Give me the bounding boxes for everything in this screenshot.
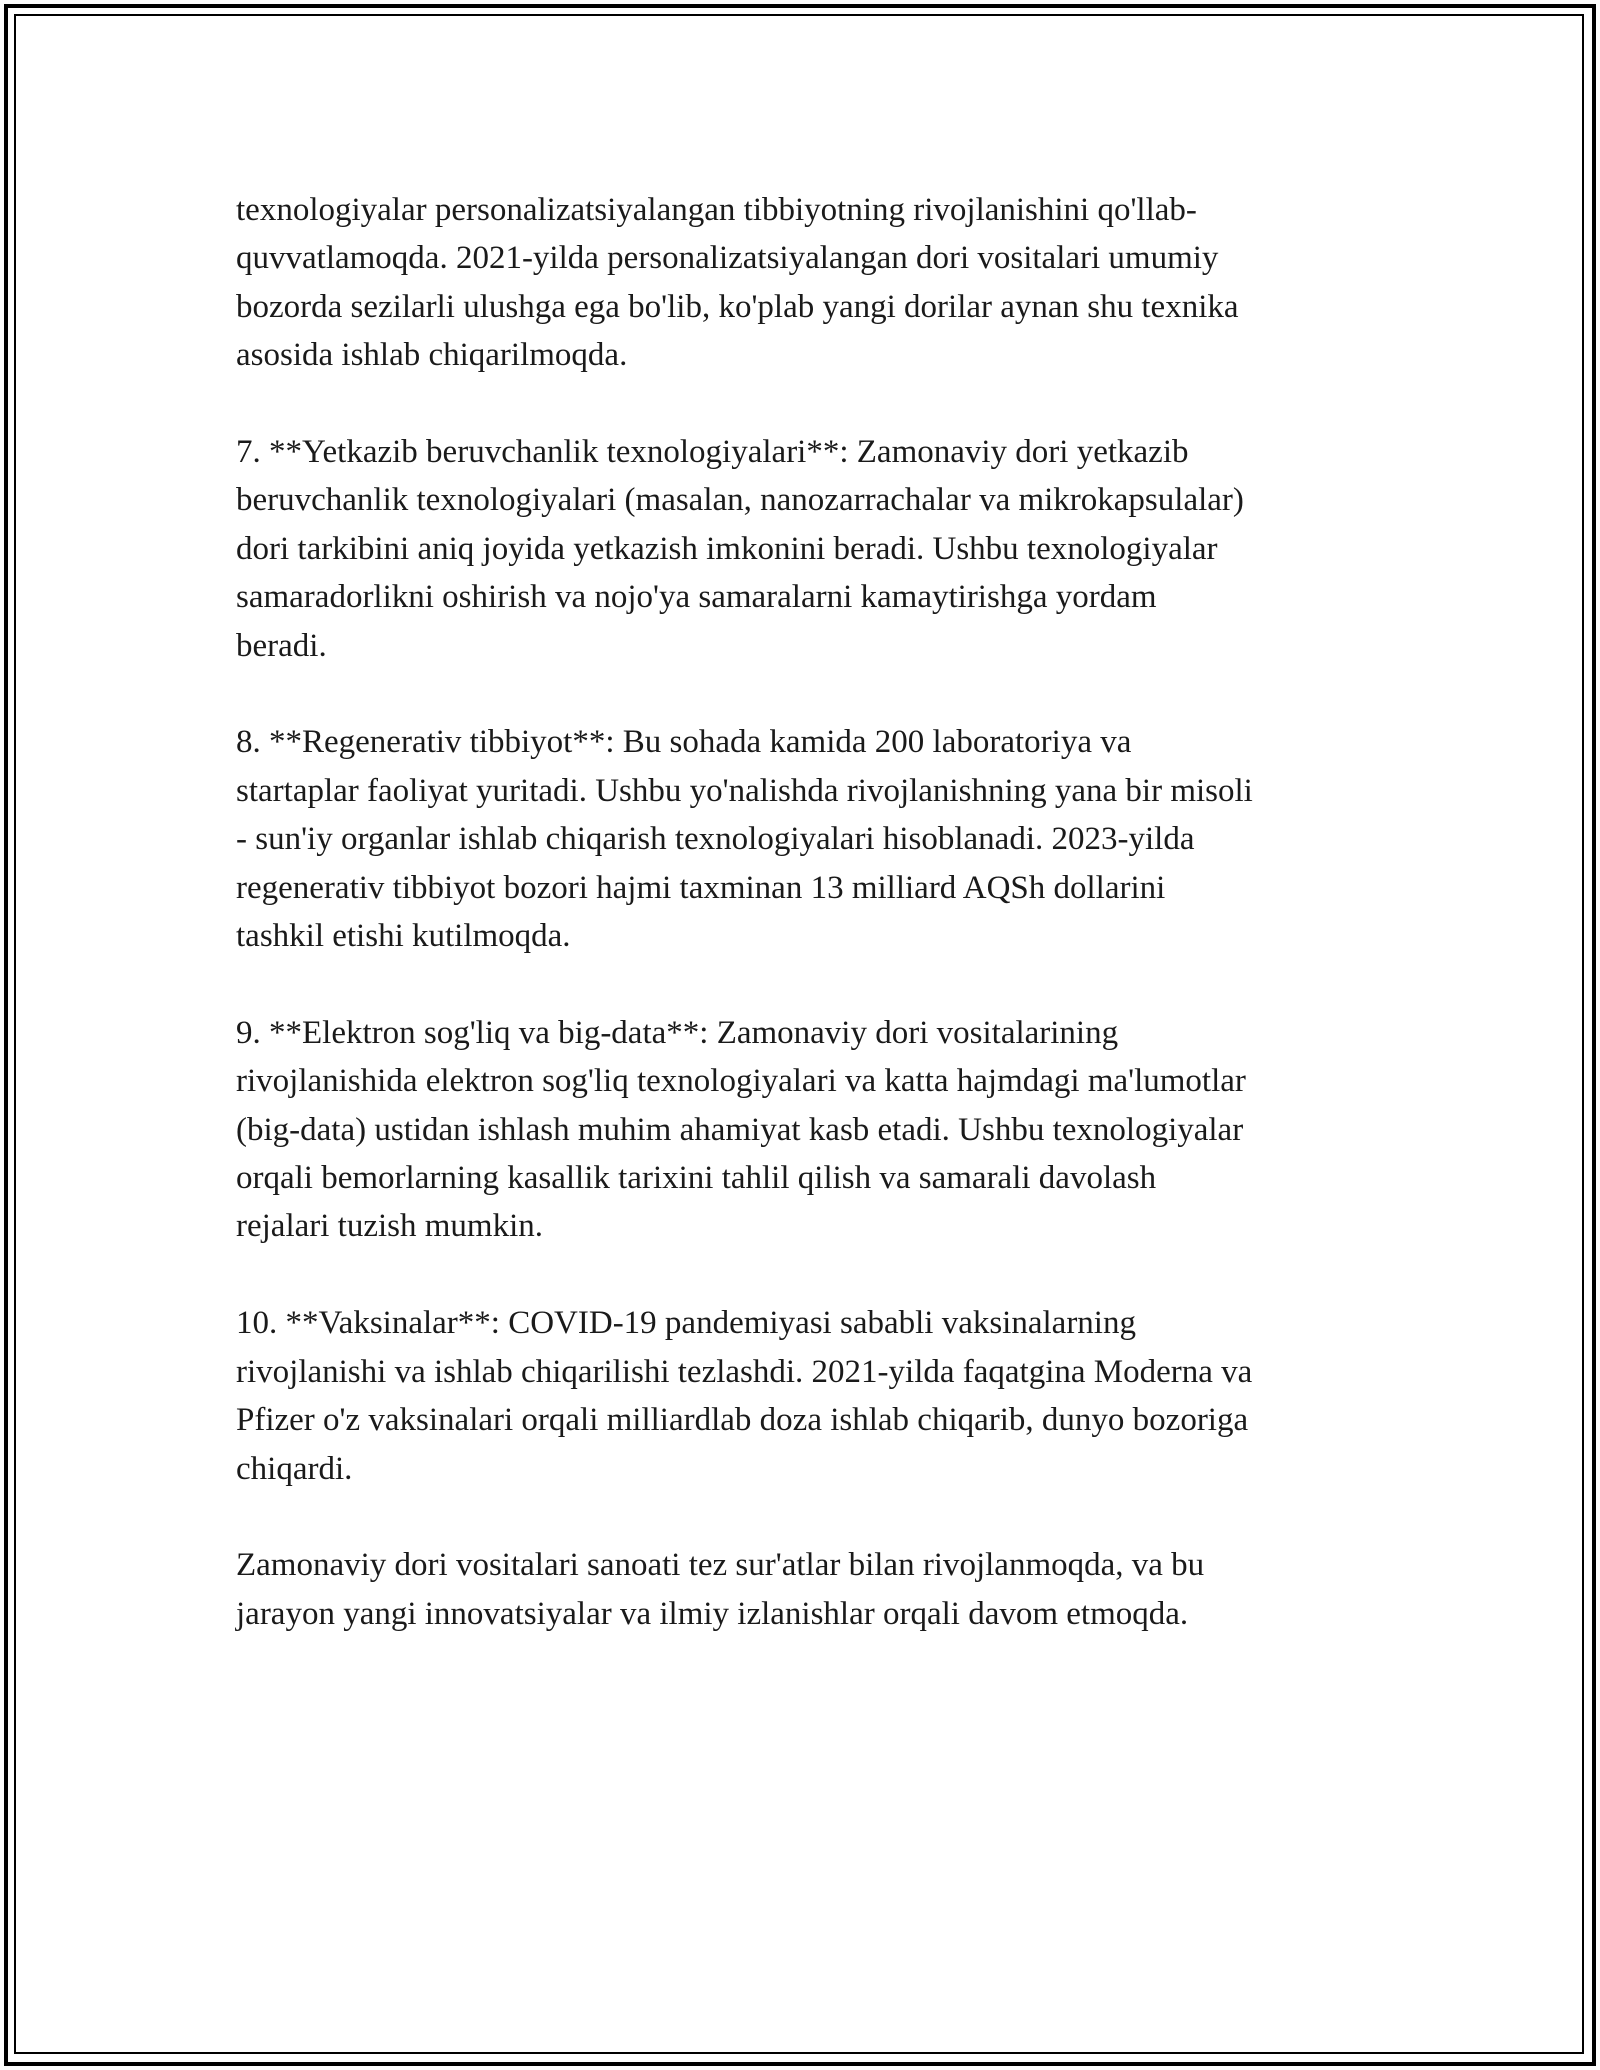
text-line: texnologiyalar personalizatsiyalangan tibbiyotning rivojlanishini qo'llab- xyxy=(236,192,1197,228)
text-line: orqali bemorlarning kasallik tarixini tahlil qilish va samarali davolash xyxy=(236,1160,1157,1197)
text-line: jarayon yangi innovatsiyalar va ilmiy izlanishlar orqali davom etmoqda. xyxy=(236,1595,1189,1632)
text-line: samaradorlikni oshirish va nojo'ya samaralarni kamaytirishga yordam xyxy=(236,579,1157,616)
text-line: rivojlanishida elektron sog'liq texnologiyalari va katta hajmdagi ma'lumotlar xyxy=(236,1063,1246,1100)
text-line: 10. **Vaksinalar**: COVID-19 pandemiyasi sababli vaksinalarning xyxy=(236,1305,1136,1342)
text-line: 7. **Yetkazib beruvchanlik texnologiyalari**: Zamonaviy dori yetkazib xyxy=(236,434,1189,471)
text-line: Zamonaviy dori vositalari sanoati tez sur'atlar bilan rivojlanmoqda, va bu xyxy=(236,1547,1205,1584)
text-line: (big-data) ustidan ishlash muhim ahamiyat kasb etadi. Ushbu texnologiyalar xyxy=(236,1111,1244,1148)
text-line: chiqardi. xyxy=(236,1450,353,1487)
paragraph-delivery-technologies xyxy=(236,428,1376,670)
document-body xyxy=(236,186,1376,1638)
text-line: bozorda sezilarli ulushga ega bo'lib, ko'plab yangi dorilar aynan shu texnika xyxy=(236,288,1239,325)
paragraph-conclusion xyxy=(236,1541,1376,1638)
text-line: dori tarkibini aniq joyida yetkazish imkonini beradi. Ushbu texnologiyalar xyxy=(236,530,1218,567)
paragraph-vaccines xyxy=(236,1299,1376,1493)
text-line: Pfizer o'z vaksinalari orqali milliardlab doza ishlab chiqarib, dunyo bozoriga xyxy=(236,1402,1249,1439)
text-line: quvvatlamoqda. 2021-yilda personalizatsiyalangan dori vositalari umumiy xyxy=(236,240,1219,277)
text-line: rejalari tuzish mumkin. xyxy=(236,1208,544,1245)
text-line: rivojlanishi va ishlab chiqarilishi tezlashdi. 2021-yilda faqatgina Moderna va xyxy=(236,1353,1253,1390)
text-line: regenerativ tibbiyot bozori hajmi taxminan 13 milliard AQSh dollarini xyxy=(236,869,1166,906)
text-line: startaplar faoliyat yuritadi. Ushbu yo'nalishda rivojlanishning yana bir misoli xyxy=(236,772,1253,809)
text-line: 9. **Elektron sog'liq va big-data**: Zamonaviy dori vositalarining xyxy=(236,1014,1119,1051)
text-line: 8. **Regenerativ tibbiyot**: Bu sohada kamida 200 laboratoriya va xyxy=(236,724,1132,761)
paragraph-personalized-medicine xyxy=(236,186,1376,380)
text-line: asosida ishlab chiqarilmoqda. xyxy=(236,337,628,374)
text-line: - sun'iy organlar ishlab chiqarish texnologiyalari hisoblanadi. 2023-yilda xyxy=(236,821,1195,858)
text-line: tashkil etishi kutilmoqda. xyxy=(236,918,571,955)
paragraph-ehealth-big-data xyxy=(236,1009,1376,1251)
text-line: beruvchanlik texnologiyalari (masalan, nanozarrachalar va mikrokapsulalar) xyxy=(236,482,1244,519)
paragraph-regenerative-medicine xyxy=(236,718,1376,960)
text-line: beradi. xyxy=(236,627,327,664)
